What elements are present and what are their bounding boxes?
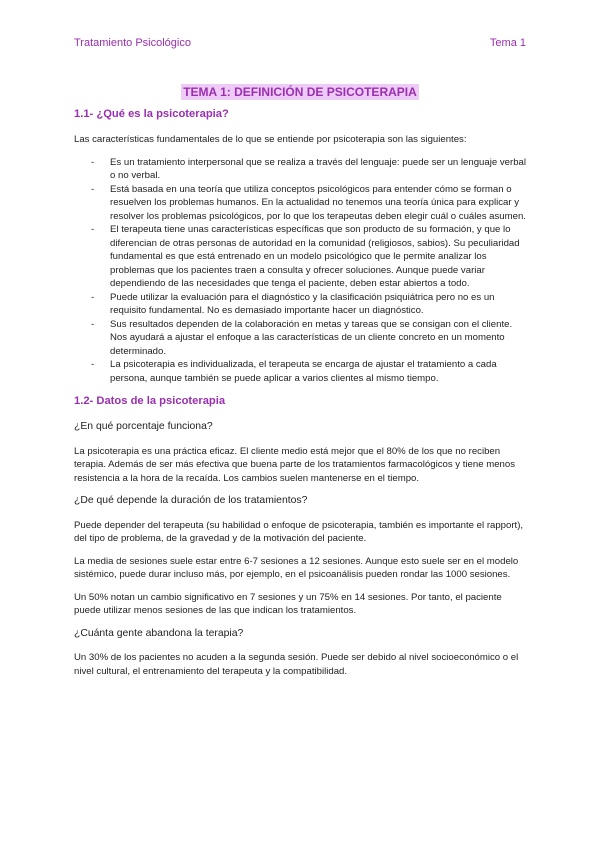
list-item: - Sus resultados dependen de la colaboración en metas y tareas que se consigan con el cliente. Nos ayudará a ajustar el enfoque a las características de un cliente concreto en un momento determinado. — [110, 318, 530, 359]
document-body — [74, 108, 530, 687]
paragraph: La media de sesiones suele estar entre 6-7 sesiones a 12 sesiones. Aunque esto suele ser en el modelo sistémico, puede durar incluso más, por ejemplo, en el psicoanálisis pueden rondar las 1000 sesiones. — [74, 555, 519, 580]
question-heading: ¿Cuánta gente abandona la terapia? — [74, 627, 244, 639]
document-title-block — [0, 83, 600, 101]
list-item: - Está basada en una teoría que utiliza conceptos psicológicos para entender cómo se forman o resuelven los problemas humanos. En la actualidad no tenemos una teoría única para explicar y resolver los problemas psicológicos, por lo que los terapeutas deben elegir cuál o cuáles asumen. — [110, 183, 530, 224]
section-heading-2: 1.2- Datos de la psicoterapia — [74, 395, 226, 407]
section-intro: Las características fundamentales de lo que se entiende por psicoterapia son las siguientes: — [74, 134, 467, 145]
paragraph: Un 30% de los pacientes no acuden a la segunda sesión. Puede ser debido al nivel socioeconómico o el nivel cultural, el entrenamiento del terapeuta y la compatibilidad. — [74, 652, 519, 677]
question-heading: ¿En qué porcentaje funciona? — [74, 421, 213, 432]
list-item: - La psicoterapia es individualizada, el terapeuta se encarga de ajustar el tratamiento a cada persona, aunque también se puede aplicar a varios clientes al mismo tiempo. — [110, 358, 530, 385]
paragraph: La psicoterapia es una práctica eficaz. El cliente medio está mejor que el 80% de los que no reciben terapia. Además de ser más efectiva que buena parte de los tratamientos farmacológicos y tiene menos resistencia a la hora de la recaída. Los cambios suelen mantenerse en el tiempo. — [74, 445, 516, 484]
question-heading: ¿De qué depende la duración de los tratamientos? — [74, 495, 308, 506]
paragraph: Puede depender del terapeuta (su habilidad o enfoque de psicoterapia, también es importante el rapport), del tipo de problema, de la gravedad y de la motivación del paciente. — [74, 519, 524, 544]
header-topic: Tema 1 — [489, 37, 526, 49]
paragraph: Un 50% notan un cambio significativo en 7 sesiones y un 75% en 14 sesiones. Por tanto, el paciente puede utilizar menos sesiones de las que indican los tratamientos. — [74, 591, 502, 616]
page-header — [74, 37, 526, 49]
document-title: TEMA 1: DEFINICIÓN DE PSICOTERAPIA — [183, 85, 417, 99]
list-item: - El terapeuta tiene unas características específicas que son producto de su formación, y que lo diferencian de otras personas de autoridad en la comunidad (religiosos, sabios). Su peculiaridad fundamental es que está entrenado en un modelo psicológico que le permite analizar los problemas que los pacientes traen a consulta y ofrecer soluciones. Aunque puede variar dependiendo de las necesidades que tenga el paciente, deben estar abiertos a todo. — [110, 223, 530, 291]
list-item: - Es un tratamiento interpersonal que se realiza a través del lenguaje: puede ser un lenguaje verbal o no verbal. — [110, 156, 530, 183]
characteristics-list — [74, 156, 530, 386]
section-heading-1: 1.1- ¿Qué es la psicoterapia? — [74, 108, 229, 120]
list-item: - Puede utilizar la evaluación para el diagnóstico y la clasificación psiquiátrica pero no es un requisito fundamental. No es demasiado importante hacer un diagnóstico. — [110, 291, 530, 318]
header-course-title: Tratamiento Psicológico — [74, 37, 191, 49]
